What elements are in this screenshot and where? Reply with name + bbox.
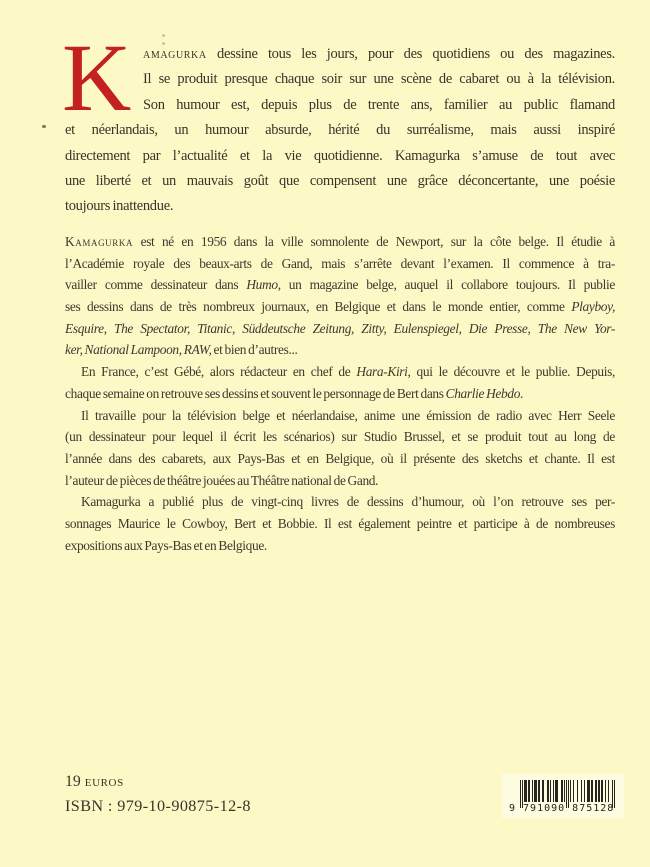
text-line: Il se produit presque chaque soir sur une scène de cabaret ou à la télévision.	[143, 71, 615, 88]
text-line: En France, c’est Gébé, alors rédacteur en chef de Hara-Kiri, qui le découvre et le publie. Depuis,	[81, 364, 615, 380]
text-line: toujours inattendue.	[65, 198, 174, 215]
footer	[65, 770, 251, 818]
text-line: chaque semaine on retrouve ses dessins et souvent le personnage de Bert dans Charlie Hebdo.	[65, 385, 524, 401]
body-text	[65, 231, 615, 556]
text-line: Il travaille pour la télévision belge et néerlandaise, anime une émission de radio avec Herr Seele	[81, 407, 615, 423]
text-line: l’Académie royale des beaux-arts de Gand, mais s’arrête devant l’examen. Il commence à tra-	[65, 255, 615, 271]
price-unit: euros	[84, 773, 124, 790]
price-number: 19	[65, 773, 81, 790]
text-line: et néerlandais, un humour absurde, hérité du surréalisme, mais aussi inspiré	[65, 122, 615, 139]
text-line: une liberté et un mauvais goût que compensent une grâce déconcertante, une poésie	[65, 172, 615, 189]
text-line: ker, National Lampoon, RAW, et bien d’autres...	[65, 342, 298, 358]
text-line: Son humour est, depuis plus de trente ans, familier au public flamand	[143, 96, 615, 113]
text-line: directement par l’actualité et la vie quotidienne. Kamagurka s’amuse de tout avec	[65, 147, 615, 164]
text-line: sonnages Maurice le Cowboy, Bert et Bobbie. Il est également peintre et participe à de nombreuses	[65, 515, 615, 531]
text-line: amagurka dessine tous les jours, pour des quotidiens ou des magazines.	[143, 46, 615, 62]
ink-speck	[42, 125, 46, 128]
intro-paragraph	[62, 24, 615, 220]
text-line: Kamagurka est né en 1956 dans la ville somnolente de Newport, sur la côte belge. Il étudie à	[65, 234, 615, 249]
barcode	[502, 774, 624, 818]
text-line: ses dessins dans de très nombreux journaux, en Belgique et dans le monde entier, comme Playboy,	[65, 299, 615, 315]
scan-smudge	[162, 34, 165, 37]
text-line: vailler comme dessinateur dans Humo, un magazine belge, auquel il collabore toujours. Il publie	[65, 277, 615, 293]
text-line: (un dessinateur pour lequel il écrit les scénarios) sur Studio Brussel, et se produit tout au long de	[65, 429, 615, 445]
text-line: l’auteur de pièces de théâtre jouées au Théâtre national de Gand.	[65, 472, 379, 488]
text-line: Esquire, The Spectator, Titanic, Süddeutsche Zeitung, Zitty, Eulenspiegel, Die Presse, The New Yor-	[65, 320, 615, 336]
text-line: l’année dans des cabarets, aux Pays-Bas et en Belgique, où il présente des sketchs et chante. Il est	[65, 450, 615, 466]
text-line: expositions aux Pays-Bas et en Belgique.	[65, 537, 267, 553]
barcode-digits: 9 791090 875128	[509, 803, 615, 814]
intro-lines	[65, 42, 615, 220]
isbn: ISBN : 979-10-90875-12-8	[65, 797, 251, 815]
text-line: Kamagurka a publié plus de vingt-cinq livres de dessins d’humour, où l’on retrouve ses per-	[81, 494, 615, 510]
price	[65, 770, 251, 793]
drop-cap: K	[62, 24, 132, 131]
